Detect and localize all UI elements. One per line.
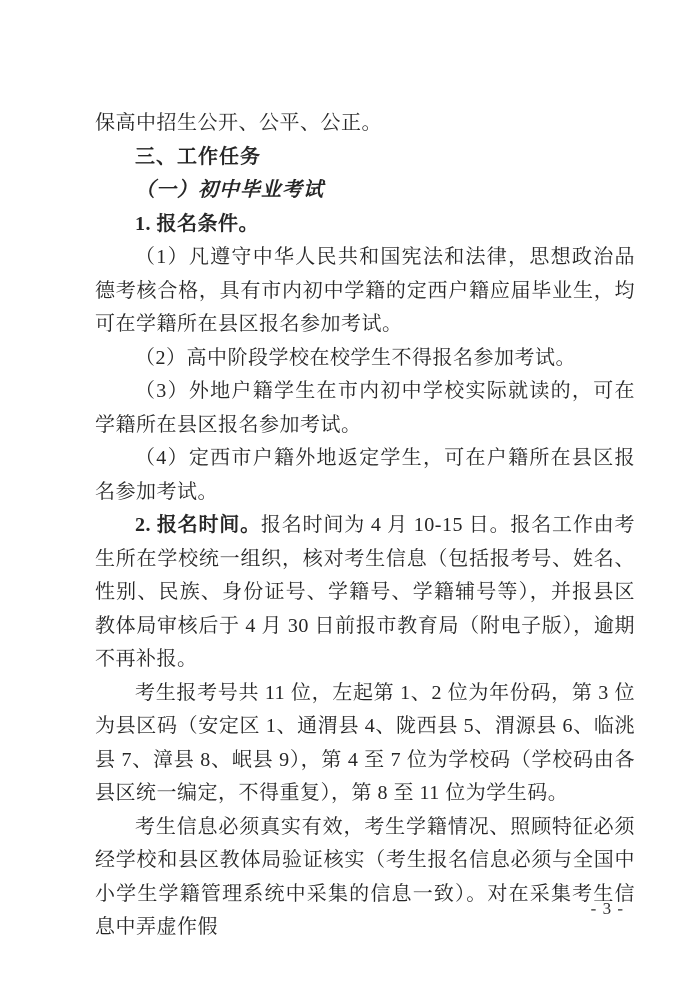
registration-time-body: 报名时间为 4 月 10-15 日。报名工作由考生所在学校统一组织，核对考生信息（包括报考号、姓名、性别、民族、身份证号、学籍号、学籍辅号等），并报县区教体局审核后于 4 月 30 日前报市教育局（附电子版），逾期不再补报。 <box>95 514 635 670</box>
paragraph-condition-4: （4）定西市户籍外地返定学生，可在户籍所在县区报名参加考试。 <box>95 447 635 503</box>
paragraph-condition-3: （3）外地户籍学生在市内初中学校实际就读的，可在学籍所在县区报名参加考试。 <box>95 380 635 436</box>
paragraph-continuation: 保高中招生公开、公平、公正。 <box>95 112 382 134</box>
paragraph-condition-2: （2）高中阶段学校在校学生不得报名参加考试。 <box>135 346 576 369</box>
paragraph-condition-1: （1）凡遵守中华人民共和国宪法和法律，思想政治品德考核合格，具有市内初中学籍的定西户籍应届毕业生，均可在学籍所在县区报名参加考试。 <box>95 246 635 335</box>
section-heading-work-tasks: 三、工作任务 <box>135 145 261 168</box>
paragraph-info-verification: 考生信息必须真实有效，考生学籍情况、照顾特征必须经学校和县区教体局验证核实（考生报名信息必须与全国中小学生学籍管理系统中采集的信息一致）。对在采集考生信息中弄虚作假 <box>95 815 635 938</box>
page-number: - 3 - <box>590 899 624 918</box>
subsection-heading-graduation-exam: （一）初中毕业考试 <box>135 179 324 201</box>
item-heading-registration-conditions: 1. 报名条件。 <box>135 212 259 235</box>
document-body <box>95 107 635 945</box>
paragraph-registration-time <box>95 509 635 677</box>
paragraph-exam-number-code: 考生报考号共 11 位，左起第 1、2 位为年份码，第 3 位为县区码（安定区 1、通渭县 4、陇西县 5、渭源县 6、临洮县 7、漳县 8、岷县 9），第 4 至 7 位为学校码（学校码由各县区统一编定，不得重复），第 8 至 11 位为学生码。 <box>95 681 635 804</box>
registration-time-heading: 2. 报名时间。 <box>135 514 261 536</box>
